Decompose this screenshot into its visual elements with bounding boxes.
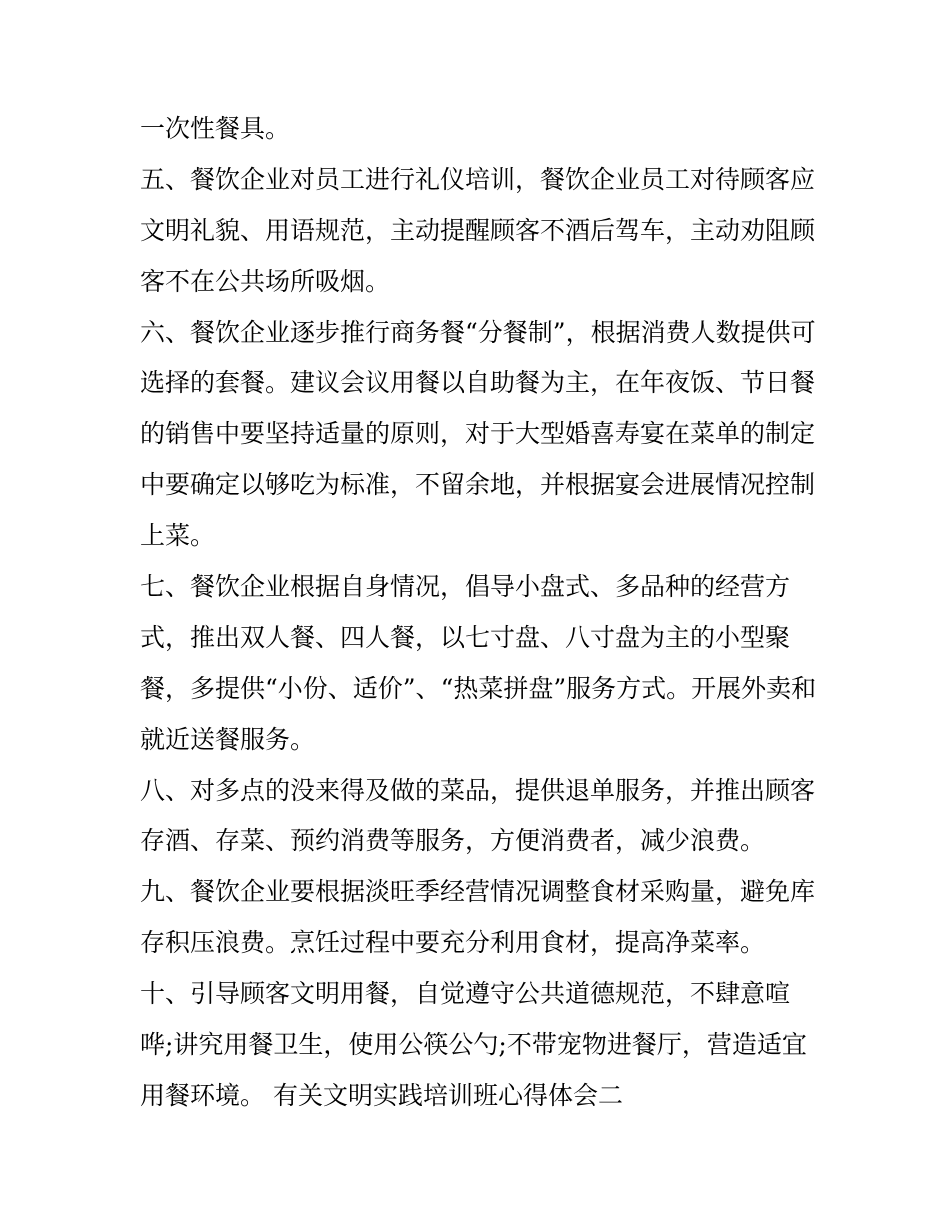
text-line: 六、餐饮企业逐步推行商务餐“分餐制”，根据消费人数提供可 [140, 317, 816, 347]
text-line: 九、餐饮企业要根据淡旺季经营情况调整食材采购量，避免库 [140, 877, 816, 907]
text-line: 上菜。 [140, 521, 216, 551]
text-line: 客不在公共场所吸烟。 [140, 266, 391, 296]
text-line: 五、餐饮企业对员工进行礼仪培训，餐饮企业员工对待顾客应 [140, 164, 816, 194]
text-line: 哗;讲究用餐卫生，使用公筷公勺;不带宠物进餐厅，营造适宜 [140, 1030, 807, 1060]
text-line: 十、引导顾客文明用餐，自觉遵守公共道德规范，不肆意喧 [140, 979, 791, 1009]
text-line: 餐，多提供“小份、适价”、“热菜拼盘”服务方式。开展外卖和 [140, 673, 817, 703]
text-line: 七、餐饮企业根据自身情况，倡导小盘式、多品种的经营方 [140, 572, 791, 602]
text-line: 一次性餐具。 [140, 114, 291, 143]
text-line: 选择的套餐。建议会议用餐以自助餐为主，在年夜饭、节日餐 [140, 368, 816, 398]
text-line: 八、对多点的没来得及做的菜品，提供退单服务，并推出顾客 [140, 775, 816, 805]
text-line: 用餐环境。 有关文明实践培训班心得体会二 [140, 1080, 623, 1110]
text-line: 的销售中要坚持适量的原则，对于大型婚喜寿宴在菜单的制定 [140, 419, 816, 449]
text-line: 存积压浪费。烹饪过程中要充分利用食材，提高净菜率。 [140, 928, 766, 958]
text-line: 式，推出双人餐、四人餐，以七寸盘、八寸盘为主的小型聚 [140, 622, 791, 652]
text-line: 就近送餐服务。 [140, 724, 316, 754]
text-line: 文明礼貌、用语规范，主动提醒顾客不酒后驾车，主动劝阻顾 [140, 215, 816, 245]
text-line: 存酒、存菜、预约消费等服务，方便消费者，减少浪费。 [140, 826, 766, 856]
text-line: 中要确定以够吃为标准，不留余地，并根据宴会进展情况控制 [140, 470, 816, 500]
document-body [140, 104, 820, 1122]
